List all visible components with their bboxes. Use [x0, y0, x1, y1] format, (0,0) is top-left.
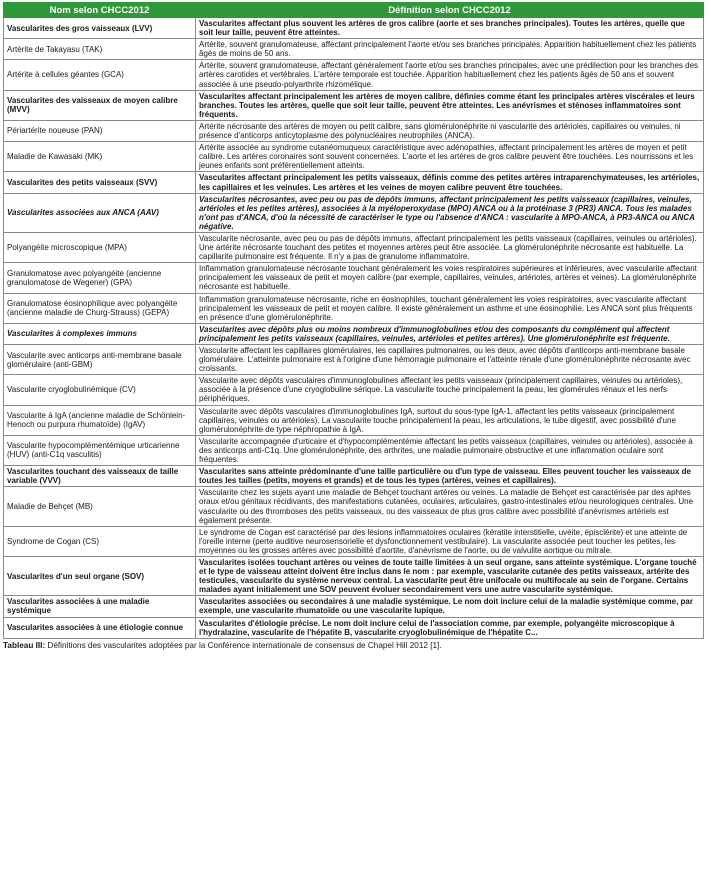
vasculitis-name-cell: Artérite de Takayasu (TAK): [4, 39, 196, 60]
vasculitis-definition-cell: Vascularite avec dépôts vasculaires d'immunoglobulines affectant les petits vaisseaux (principalement capillaires, veinules ou artérioles), associée à la présence d'une cryoglobuline sérique. La vascularite touche principalement la peau, les glomérules rénaux et les nerfs périphériques.: [196, 375, 704, 405]
vasculitis-name-cell: Vascularites à complexes immuns: [4, 323, 196, 344]
table-header-row: [4, 3, 704, 18]
table-row: [4, 60, 704, 90]
vasculitis-name-cell: Maladie de Kawasaki (MK): [4, 142, 196, 172]
vasculitis-name-cell: Vascularite avec anticorps anti-membrane basale glomérulaire (anti-GBM): [4, 345, 196, 375]
vasculitis-definition-cell: Inflammation granulomateuse nécrosante, riche en éosinophiles, touchant généralement les voies respiratoires, avec vascularite affectant principalement les vaisseaux de petit et moyen calibre. Il existe généralement un asthme et une éosinophilie. Les ANCA sont plus fréquents en présence d'une glomérulonéphrite.: [196, 293, 704, 323]
vasculitis-name-cell: Périartérite noueuse (PAN): [4, 120, 196, 141]
column-header-definition: Définition selon CHCC2012: [196, 3, 704, 18]
table-row: [4, 193, 704, 232]
vasculitis-name-cell: Vascularites des gros vaisseaux (LVV): [4, 18, 196, 39]
vasculitis-name-cell: Vascularites associées aux ANCA (AAV): [4, 193, 196, 232]
vasculitis-name-cell: Vascularites associées à une maladie systémique: [4, 596, 196, 617]
vasculitis-name-cell: Vascularites touchant des vaisseaux de taille variable (VVV): [4, 466, 196, 487]
vasculitis-definition-cell: Vascularites sans atteinte prédominante d'une taille particulière ou d'un type de vaisseau. Elles peuvent toucher les vaisseaux de toutes les tailles (petits, moyens et grands) et de tous les types (artères, veines et capillaires).: [196, 466, 704, 487]
column-header-name: Nom selon CHCC2012: [4, 3, 196, 18]
vasculitis-name-cell: Vascularite cryoglobulinémique (CV): [4, 375, 196, 405]
vasculitis-definition-cell: Vascularites d'étiologie précise. Le nom doit inclure celui de l'association comme, par exemple, polyangéite microscopique à l'hydralazine, vascularite de l'hépatite B, vascularite cryoglobulinémique de l'hépatite C...: [196, 617, 704, 638]
vasculitis-definition-cell: Artérite, souvent granulomateuse, affectant généralement l'aorte et/ou ses branches principales, avec une prédilection pour les branches des artères carotides et vertébrales. L'artère temporale est touchée. Apparition habituellement chez les patients âgés de 50 ans et souvent associée à une pseudo-polyarthrite rhizomélique.: [196, 60, 704, 90]
vasculitis-definition-cell: Vascularites affectant principalement les artères de moyen calibre, définies comme étant les principales artères viscérales et leurs branches. Toutes les artères, quelle que soit leur taille, peuvent être atteintes. Les anévrismes et sténoses inflammatoires sont fréquents.: [196, 90, 704, 120]
vasculitis-definition-cell: Vascularite avec dépôts vasculaires d'immunoglobulines IgA, surtout du sous-type IgA-1, affectant les petits vaisseaux (principalement capillaires, veinules ou artérioles). La vascularite touche principalement la peau, les articulations, le tube digestif, avec possibilité d'une glomérulonéphrite de type néphropathie à IgA.: [196, 405, 704, 435]
vasculitis-definition-cell: Vascularites associées ou secondaires à une maladie systémique. Le nom doit inclure celui de la maladie systémique comme, par exemple, une vascularite rhumatoïde ou une vascularite lupique.: [196, 596, 704, 617]
vasculitis-name-cell: Polyangéite microscopique (MPA): [4, 232, 196, 262]
table-row: [4, 435, 704, 465]
table-row: [4, 375, 704, 405]
vasculitis-name-cell: Vascularite hypocomplémentémique urticarienne (HUV) (anti-C1q vasculitis): [4, 435, 196, 465]
page: [3, 0, 708, 650]
vasculitis-definition-cell: Vascularites isolées touchant artères ou veines de toute taille limitées à un seul organe, sans atteinte systémique. L'organe touché et le type de vaisseau atteint doivent être inclus dans le nom : par exemple, vascularite cutanée des petits vaisseaux, artérite des testicules, vascularite du système nerveux central. La vascularite peut être unifocale ou multifocale au sein de l'organe. Certains malades ayant initialement une SOV peuvent évoluer secondairement vers une autre vascularite systémique.: [196, 556, 704, 595]
vasculitis-name-cell: Vascularites des petits vaisseaux (SVV): [4, 172, 196, 193]
vasculitis-name-cell: Vascularites d'un seul organe (SOV): [4, 556, 196, 595]
table-row: [4, 617, 704, 638]
vasculitis-name-cell: Vascularites associées à une étiologie connue: [4, 617, 196, 638]
vasculitis-definition-cell: Vascularite accompagnée d'urticaire et d'hypocomplémentémie affectant les petits vaisseaux (capillaires, veinules ou artérioles), associée à des anticorps anti-C1q. Une glomérulonéphrite, des arthrites, une maladie pulmonaire obstructive et une inflammation oculaire sont fréquentes.: [196, 435, 704, 465]
vasculitis-definition-cell: Vascularites nécrosantes, avec peu ou pas de dépôts immuns, affectant principalement les petits vaisseaux (capillaires, veinules, artérioles et les petites artères), associées à la myéloperoxydase (MPO) ANCA ou à la protéinase 3 (PR3) ANCA. Tous les malades n'ont pas d'ANCA, d'où la nécessité de caractériser le type ou l'absence d'ANCA : vascularite à MPO-ANCA, à PR3-ANCA ou ANCA négative.: [196, 193, 704, 232]
table-row: [4, 466, 704, 487]
vasculitis-name-cell: Syndrome de Cogan (CS): [4, 526, 196, 556]
table-body: [4, 18, 704, 639]
vasculitis-definition-cell: Vascularites affectant principalement les petits vaisseaux, définis comme des petites artères intraparenchymateuses, les artérioles, les capillaires et les veinules. Les artères et les veines de moyen calibre peuvent être touchées.: [196, 172, 704, 193]
table-row: [4, 526, 704, 556]
vasculitis-definition-cell: Vascularite affectant les capillaires glomérulaires, les capillaires pulmonaires, ou les deux, avec dépôts d'anticorps anti-membrane basale glomérulaire. L'atteinte pulmonaire est à l'origine d'une hémorragie pulmonaire et l'atteinte rénale d'une glomérulonéphrite nécrosante avec croissants.: [196, 345, 704, 375]
table-row: [4, 142, 704, 172]
vasculitis-name-cell: Granulomatose avec polyangéite (ancienne granulomatose de Wegener) (GPA): [4, 263, 196, 293]
vasculitis-name-cell: Maladie de Behçet (MB): [4, 487, 196, 526]
table-row: [4, 232, 704, 262]
table-row: [4, 120, 704, 141]
caption-text: Définitions des vascularites adoptées par la Conférence internationale de consensus de Chapel Hill 2012 [1].: [45, 640, 442, 650]
table-row: [4, 487, 704, 526]
caption-label: Tableau III:: [3, 640, 46, 650]
vasculitis-definition-cell: Vascularite chez les sujets ayant une maladie de Behçet touchant artères ou veines. La maladie de Behçet est caractérisée par des aphtes oraux et/ou génitaux récidivants, des manifestations cutanées, oculaires, articulaires, gastro-intestinales et/ou neurologiques centrales. Une vascularite ou des thromboses des petits vaisseaux, ou des vaisseaux de plus gros calibre avec possibilité d'anévrismes artériels est également présente.: [196, 487, 704, 526]
vasculitis-definition-cell: Inflammation granulomateuse nécrosante touchant généralement les voies respiratoires supérieures et inférieures, avec vascularite affectant principalement les vaisseaux de petit et moyen calibre (par exemple, capillaires, veinules, artérioles, artères et veines). La glomérulonéphrite nécrosante est habituelle.: [196, 263, 704, 293]
table-row: [4, 405, 704, 435]
vasculitis-definition-cell: Vascularites avec dépôts plus ou moins nombreux d'immunoglobulines et/ou des composants du complément qui affectent principalement les petits vaisseaux (capillaires, veinules, artérioles et petites artères). Une glomérulonéphrite est fréquente.: [196, 323, 704, 344]
table-row: [4, 293, 704, 323]
table-row: [4, 172, 704, 193]
vasculitis-name-cell: Vascularite à IgA (ancienne maladie de Schönlein-Henoch ou purpura rhumatoïde) (IgAV): [4, 405, 196, 435]
table-row: [4, 263, 704, 293]
vasculitis-definition-cell: Artérite nécrosante des artères de moyen ou petit calibre, sans glomérulonéphrite ni vascularite des artérioles, capillaires ou veinules, ni présence d'anticorps anticytoplasme des polynucléaires neutrophiles (ANCA).: [196, 120, 704, 141]
vasculitis-definition-cell: Artérite associée au syndrome cutanéomuqueux caractéristique avec adénopathies, affectant principalement les artères de moyen et petit calibre. Les artères coronaires sont souvent concernées. L'aorte et les artères de gros calibre peuvent être touchées. Les nourrissons et les jeunes enfants sont préférentiellement atteints.: [196, 142, 704, 172]
table-row: [4, 345, 704, 375]
table-row: [4, 39, 704, 60]
vasculitis-definition-cell: Vascularite nécrosante, avec peu ou pas de dépôts immuns, affectant principalement les petits vaisseaux (capillaires, veinules ou artérioles). Une artérite nécrosante touchant des petites et moyennes artères peut être associée. La glomérulonéphrite nécrosante est habituelle. La capillarite pulmonaire est fréquente. Il n'y a pas de granulome inflammatoire.: [196, 232, 704, 262]
table-row: [4, 323, 704, 344]
vasculitis-name-cell: Granulomatose éosinophilique avec polyangéite (ancienne maladie de Churg-Strauss) (GEPA): [4, 293, 196, 323]
vasculitis-definitions-table: [3, 2, 704, 639]
vasculitis-definition-cell: Vascularites affectant plus souvent les artères de gros calibre (aorte et ses branches principales). Toutes les artères, quelle que soit leur taille, peuvent être atteintes.: [196, 18, 704, 39]
vasculitis-definition-cell: Le syndrome de Cogan est caractérisé par des lésions inflammatoires oculaires (kératite interstitielle, uvéite, épisclérite) et une atteinte de l'oreille interne (perte auditive neurosensorielle et dysfonctionnement vestibulaire). La vascularite associée peut toucher les petites, les moyennes ou les grosses artères avec possibilité d'aortite, d'anévrisme de l'aorte, ou de valvulite aortique ou mitrale.: [196, 526, 704, 556]
table-row: [4, 556, 704, 595]
table-row: [4, 18, 704, 39]
table-caption: [3, 641, 708, 650]
table-row: [4, 596, 704, 617]
vasculitis-definition-cell: Artérite, souvent granulomateuse, affectant principalement l'aorte et/ou ses branches principales. Apparition habituellement chez les patients âgés de moins de 50 ans.: [196, 39, 704, 60]
vasculitis-name-cell: Artérite à cellules géantes (GCA): [4, 60, 196, 90]
table-row: [4, 90, 704, 120]
vasculitis-name-cell: Vascularites des vaisseaux de moyen calibre (MVV): [4, 90, 196, 120]
